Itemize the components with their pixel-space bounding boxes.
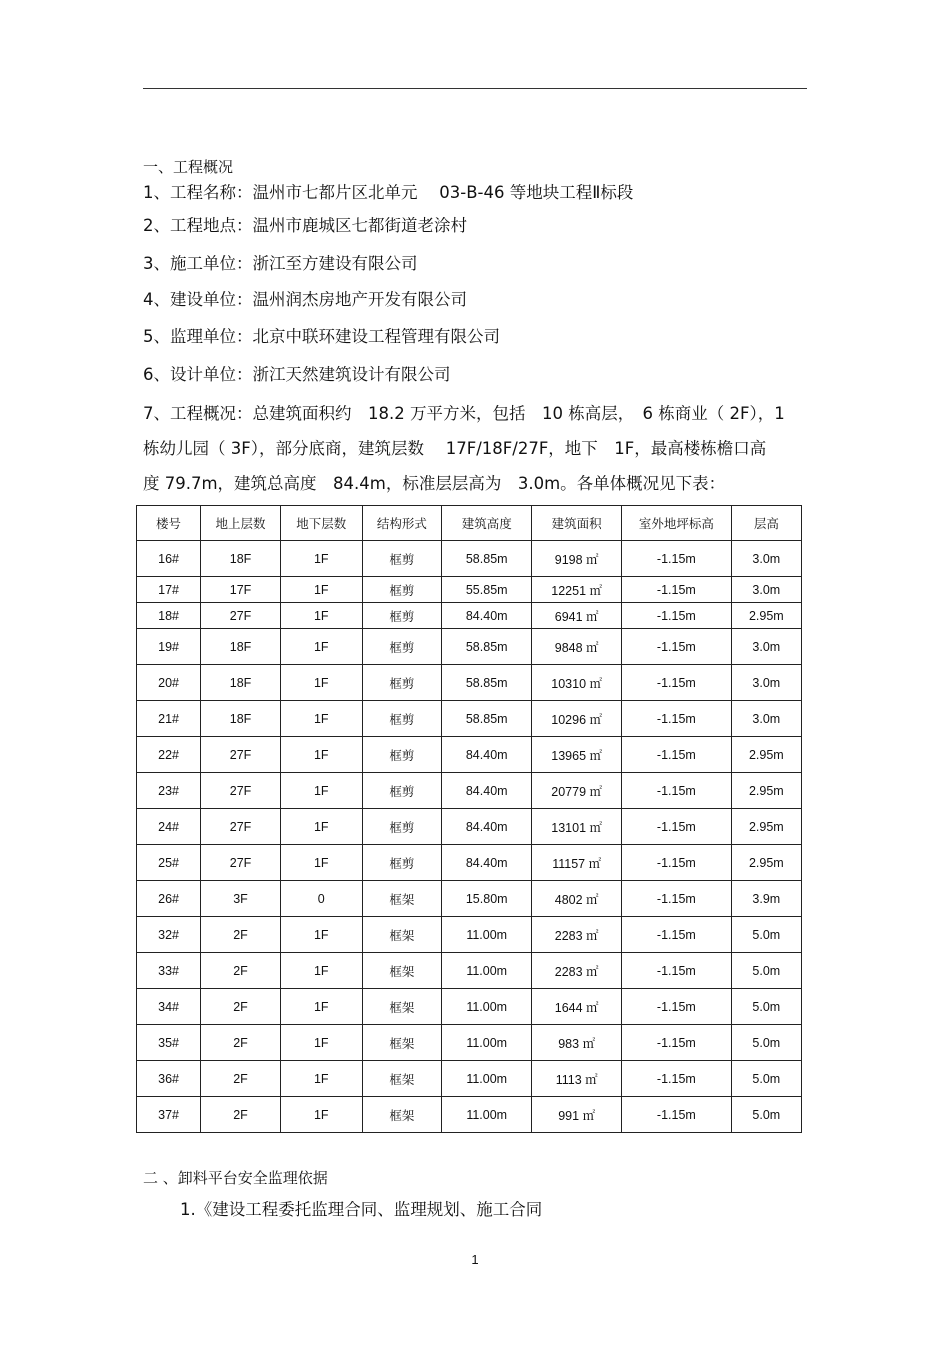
table-cell: 84.40m <box>442 737 532 773</box>
table-cell: 983 ㎡ <box>532 1025 622 1061</box>
table-cell: 2F <box>201 917 281 953</box>
table-cell: 27F <box>201 845 281 881</box>
table-row <box>137 773 802 809</box>
table-cell: 框剪 <box>362 809 442 845</box>
table-cell: 84.40m <box>442 773 532 809</box>
table-cell: -1.15m <box>622 1061 732 1097</box>
table-cell: 11.00m <box>442 1025 532 1061</box>
page-number: 1 <box>471 1252 479 1267</box>
table-cell: 21# <box>137 701 201 737</box>
table-row <box>137 541 802 577</box>
table-cell: 5.0m <box>731 1097 801 1133</box>
header-rule <box>143 88 807 89</box>
table-cell: 3.0m <box>731 665 801 701</box>
table-cell: 1F <box>280 629 362 665</box>
table-cell: 3F <box>201 881 281 917</box>
table-cell: 17F <box>201 577 281 603</box>
table-cell: 9198 ㎡ <box>532 541 622 577</box>
section2-heading: 二 、卸料平台安全监理依据 <box>143 1169 328 1187</box>
header-floor-height: 层高 <box>731 506 801 541</box>
table-cell: 框剪 <box>362 541 442 577</box>
construction-unit-line: 3、施工单位：浙江至方建设有限公司 <box>143 254 418 273</box>
table-cell: 2F <box>201 1061 281 1097</box>
table-cell: 12251 ㎡ <box>532 577 622 603</box>
table-cell: 1F <box>280 1097 362 1133</box>
table-cell: 1F <box>280 989 362 1025</box>
table-cell: 58.85m <box>442 541 532 577</box>
table-cell: 32# <box>137 917 201 953</box>
table-cell: 3.0m <box>731 541 801 577</box>
table-cell: 11.00m <box>442 1061 532 1097</box>
header-floors-above: 地上层数 <box>201 506 281 541</box>
table-cell: 84.40m <box>442 845 532 881</box>
section2-item-1: 1.《建设工程委托监理合同、监理规划、施工合同 <box>180 1200 543 1219</box>
table-row <box>137 1097 802 1133</box>
table-row <box>137 1025 802 1061</box>
table-cell: 5.0m <box>731 917 801 953</box>
table-cell: 18F <box>201 541 281 577</box>
table-cell: 4802 ㎡ <box>532 881 622 917</box>
table-cell: 27F <box>201 773 281 809</box>
table-cell: 3.9m <box>731 881 801 917</box>
table-cell: 58.85m <box>442 629 532 665</box>
project-location-line: 2、工程地点：温州市鹿城区七都街道老涂村 <box>143 216 467 235</box>
table-row <box>137 809 802 845</box>
table-row <box>137 881 802 917</box>
table-cell: 18F <box>201 665 281 701</box>
table-cell: 2.95m <box>731 773 801 809</box>
table-cell: 框剪 <box>362 577 442 603</box>
table-cell: 20779 ㎡ <box>532 773 622 809</box>
section1-heading: 一、工程概况 <box>143 158 234 176</box>
table-cell: 36# <box>137 1061 201 1097</box>
table-cell: 1F <box>280 1061 362 1097</box>
supervision-unit-line: 5、监理单位：北京中联环建设工程管理有限公司 <box>143 327 500 346</box>
table-cell: 58.85m <box>442 701 532 737</box>
table-cell: 2.95m <box>731 737 801 773</box>
table-cell: 2.95m <box>731 603 801 629</box>
overview-line: 度 79.7m，建筑总高度 84.4m，标准层层高为 3.0m。各单体概况见下表： <box>143 474 726 493</box>
table-row <box>137 953 802 989</box>
table-cell: 框剪 <box>362 701 442 737</box>
table-cell: 11157 ㎡ <box>532 845 622 881</box>
table-cell: 5.0m <box>731 989 801 1025</box>
table-cell: -1.15m <box>622 629 732 665</box>
table-cell: 15.80m <box>442 881 532 917</box>
table-cell: 55.85m <box>442 577 532 603</box>
table-cell: 18# <box>137 603 201 629</box>
table-cell: 框剪 <box>362 773 442 809</box>
table-cell: -1.15m <box>622 701 732 737</box>
table-cell: -1.15m <box>622 737 732 773</box>
table-cell: 27F <box>201 809 281 845</box>
table-cell: 58.85m <box>442 665 532 701</box>
table-cell: 24# <box>137 809 201 845</box>
table-cell: 19# <box>137 629 201 665</box>
table-cell: 1F <box>280 603 362 629</box>
table-cell: 框架 <box>362 917 442 953</box>
table-row <box>137 989 802 1025</box>
table-cell: 框架 <box>362 1061 442 1097</box>
table-cell: 84.40m <box>442 809 532 845</box>
table-cell: 框剪 <box>362 665 442 701</box>
table-cell: -1.15m <box>622 809 732 845</box>
table-row <box>137 1061 802 1097</box>
table-cell: 1F <box>280 665 362 701</box>
table-cell: 27F <box>201 737 281 773</box>
table-cell: 框架 <box>362 1097 442 1133</box>
table-cell: -1.15m <box>622 773 732 809</box>
overview-line: 栋幼儿园（ 3F），部分底商，建筑层数 17F/18F/27F，地下 1F，最高楼栋檐口高 <box>143 439 767 458</box>
table-cell: 框架 <box>362 881 442 917</box>
table-row <box>137 845 802 881</box>
header-outdoor-elevation: 室外地坪标高 <box>622 506 732 541</box>
table-cell: 2F <box>201 1097 281 1133</box>
table-cell: 35# <box>137 1025 201 1061</box>
table-cell: -1.15m <box>622 665 732 701</box>
table-row <box>137 603 802 629</box>
table-cell: 5.0m <box>731 1025 801 1061</box>
table-cell: 25# <box>137 845 201 881</box>
header-floors-below: 地下层数 <box>280 506 362 541</box>
table-cell: 18F <box>201 701 281 737</box>
table-cell: 37# <box>137 1097 201 1133</box>
table-row <box>137 701 802 737</box>
header-building-no: 楼号 <box>137 506 201 541</box>
table-cell: 2283 ㎡ <box>532 917 622 953</box>
table-cell: 9848 ㎡ <box>532 629 622 665</box>
table-cell: 10310 ㎡ <box>532 665 622 701</box>
developer-unit-line: 4、建设单位：温州润杰房地产开发有限公司 <box>143 290 467 309</box>
table-cell: 23# <box>137 773 201 809</box>
table-cell: -1.15m <box>622 1025 732 1061</box>
table-cell: 1F <box>280 737 362 773</box>
table-cell: -1.15m <box>622 881 732 917</box>
table-cell: 框剪 <box>362 603 442 629</box>
table-cell: -1.15m <box>622 953 732 989</box>
table-cell: 17# <box>137 577 201 603</box>
table-cell: 11.00m <box>442 953 532 989</box>
table-cell: 0 <box>280 881 362 917</box>
table-cell: 10296 ㎡ <box>532 701 622 737</box>
table-cell: 27F <box>201 603 281 629</box>
table-cell: 18F <box>201 629 281 665</box>
table-cell: -1.15m <box>622 1097 732 1133</box>
table-cell: 1F <box>280 701 362 737</box>
table-cell: 3.0m <box>731 629 801 665</box>
overview-line: 7、工程概况：总建筑面积约 18.2 万平方米，包括 10 栋高层， 6 栋商业（ 2F），1 <box>143 404 785 423</box>
header-structure-type: 结构形式 <box>362 506 442 541</box>
table-row <box>137 577 802 603</box>
table-row <box>137 629 802 665</box>
table-row <box>137 737 802 773</box>
header-building-height: 建筑高度 <box>442 506 532 541</box>
table-cell: 2F <box>201 1025 281 1061</box>
building-summary-table <box>136 505 802 1133</box>
table-cell: -1.15m <box>622 541 732 577</box>
table-cell: 2F <box>201 953 281 989</box>
table-cell: 5.0m <box>731 953 801 989</box>
table-cell: 13965 ㎡ <box>532 737 622 773</box>
table-cell: 框剪 <box>362 737 442 773</box>
table-cell: 5.0m <box>731 1061 801 1097</box>
table-cell: 11.00m <box>442 917 532 953</box>
project-overview-paragraph <box>143 396 808 501</box>
table-cell: 2283 ㎡ <box>532 953 622 989</box>
table-cell: 26# <box>137 881 201 917</box>
table-cell: 2.95m <box>731 845 801 881</box>
table-cell: 1113 ㎡ <box>532 1061 622 1097</box>
table-cell: 3.0m <box>731 701 801 737</box>
table-cell: 1F <box>280 845 362 881</box>
table-cell: 20# <box>137 665 201 701</box>
table-cell: 1644 ㎡ <box>532 989 622 1025</box>
table-cell: 1F <box>280 953 362 989</box>
table-cell: 2F <box>201 989 281 1025</box>
table-cell: 22# <box>137 737 201 773</box>
table-cell: 框剪 <box>362 629 442 665</box>
table-cell: 16# <box>137 541 201 577</box>
table-row <box>137 917 802 953</box>
table-cell: 2.95m <box>731 809 801 845</box>
table-cell: 框架 <box>362 1025 442 1061</box>
table-cell: -1.15m <box>622 577 732 603</box>
project-name-line: 1、工程名称：温州市七都片区北单元 03-B-46 等地块工程Ⅱ标段 <box>143 183 634 202</box>
table-cell: 6941 ㎡ <box>532 603 622 629</box>
table-cell: 1F <box>280 917 362 953</box>
table-cell: 框架 <box>362 953 442 989</box>
table-cell: 33# <box>137 953 201 989</box>
table-cell: 3.0m <box>731 577 801 603</box>
design-unit-line: 6、设计单位：浙江天然建筑设计有限公司 <box>143 365 451 384</box>
table-cell: 1F <box>280 541 362 577</box>
table-cell: 11.00m <box>442 989 532 1025</box>
table-cell: 13101 ㎡ <box>532 809 622 845</box>
table-cell: 框剪 <box>362 845 442 881</box>
table-cell: 991 ㎡ <box>532 1097 622 1133</box>
table-cell: 1F <box>280 773 362 809</box>
table-cell: 34# <box>137 989 201 1025</box>
table-cell: 1F <box>280 809 362 845</box>
table-header-row <box>137 506 802 541</box>
table-cell: -1.15m <box>622 845 732 881</box>
table-cell: -1.15m <box>622 989 732 1025</box>
table-cell: 1F <box>280 1025 362 1061</box>
header-building-area: 建筑面积 <box>532 506 622 541</box>
table-cell: -1.15m <box>622 603 732 629</box>
table-cell: 框架 <box>362 989 442 1025</box>
table-cell: 1F <box>280 577 362 603</box>
table-cell: -1.15m <box>622 917 732 953</box>
table-cell: 84.40m <box>442 603 532 629</box>
table-row <box>137 665 802 701</box>
table-cell: 11.00m <box>442 1097 532 1133</box>
